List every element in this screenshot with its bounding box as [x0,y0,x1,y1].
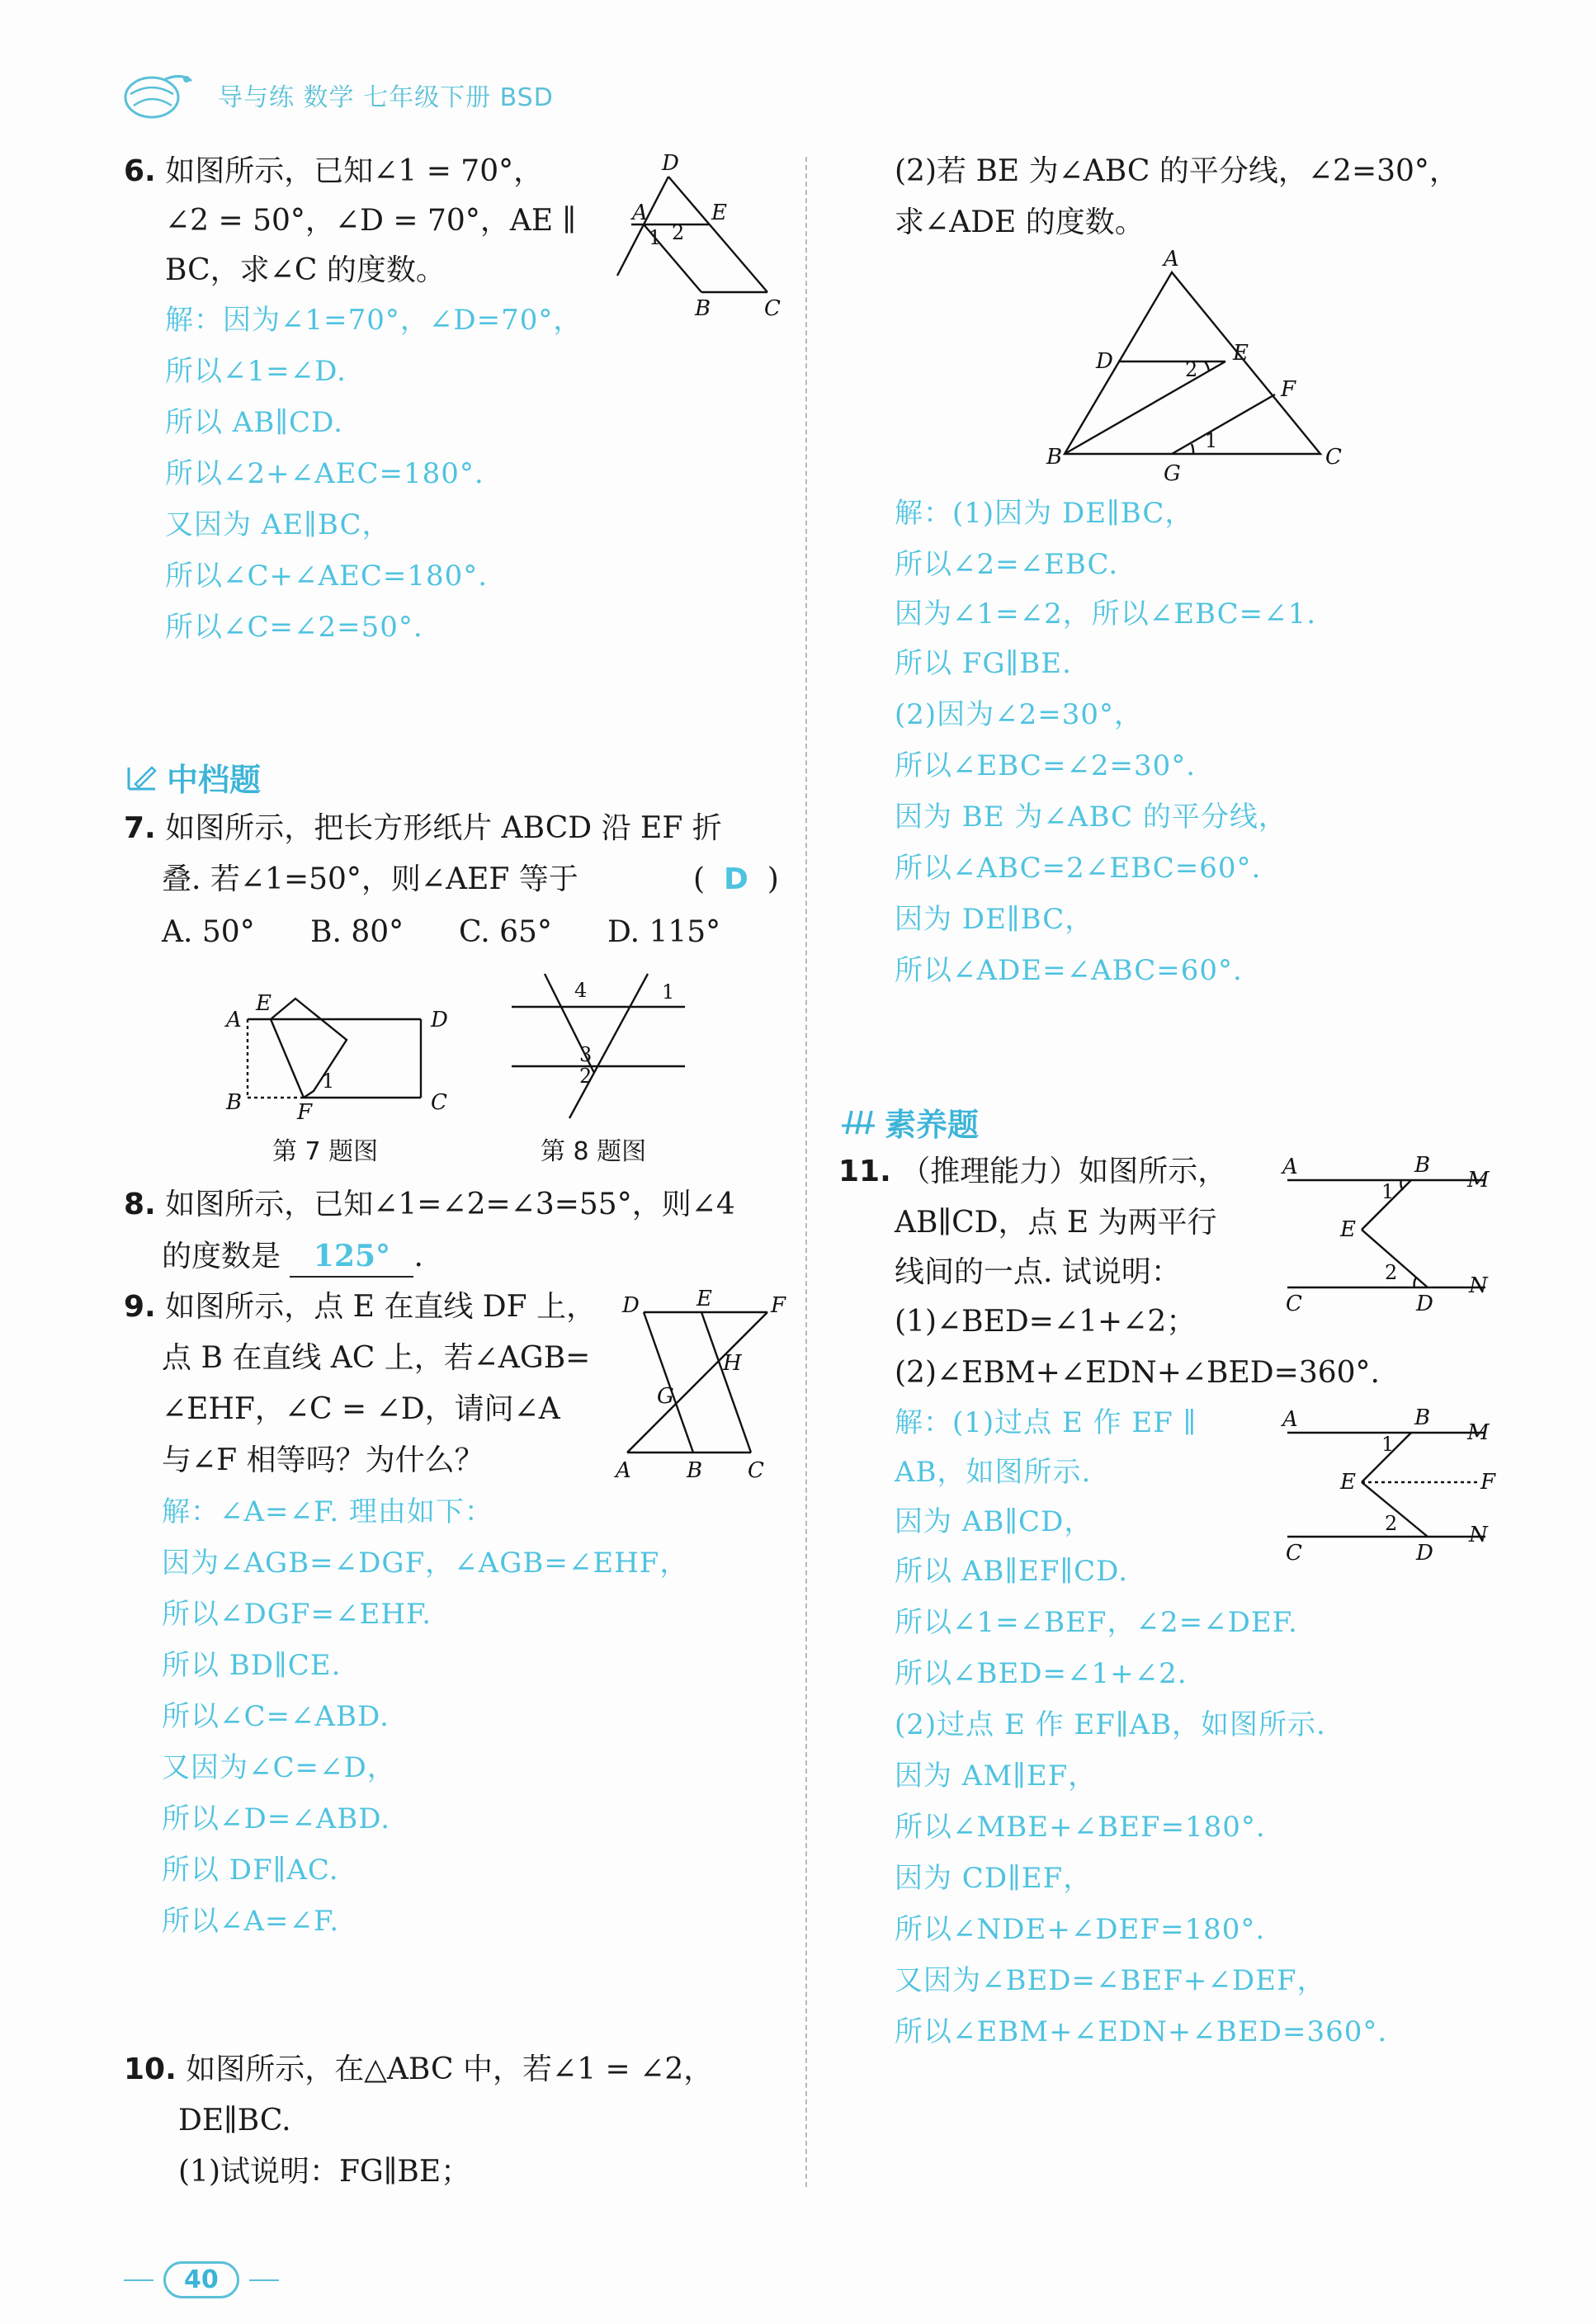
page-header [116,66,554,124]
q6-label-D: D [662,152,679,176]
q11-f2-label-D: D [1416,1541,1433,1566]
q10-answer-9: 因为 DE∥BC， [895,903,1094,936]
q8-label-3: 3 [579,1043,593,1066]
q9-label-B: B [687,1458,703,1483]
q10-line-GF [1172,394,1275,454]
q11-line-5: (2)∠EBM+∠EDN+∠BED=360°. [895,1356,1380,1390]
q10-answer-10: 所以∠ADE=∠ABC=60°. [895,954,1243,987]
q7-label-F: F [297,1100,313,1122]
q8-end: . [413,1240,423,1273]
q6-label-C: C [764,296,781,321]
q11-answer-4: 所以 AB∥EF∥CD. [895,1555,1129,1588]
q6-line-3: BC，求∠C 的度数。 [165,253,446,287]
q7-choice-bracket [693,860,779,900]
q11-f1-label-M: M [1467,1168,1490,1193]
q10-cont-line-1: (2)若 BE 为∠ABC 的平分线，∠2=30°， [895,154,1459,188]
q10-label-E: E [1233,341,1249,366]
q7-line-2: 叠. 若∠1=50°，则∠AEF 等于 [162,862,578,896]
q11-answer-11: 所以∠NDE+∠DEF=180°. [895,1913,1266,1946]
q10-label-G: G [1164,461,1181,486]
q9-line-3: ∠EHF，∠C = ∠D，请问∠A [162,1392,560,1426]
q8-line-2 [162,1236,423,1278]
q10-answer-3: 因为∠1=∠2，所以∠EBC=∠1. [895,598,1317,631]
q11-answer-6: 所以∠BED=∠1+∠2. [895,1657,1188,1690]
q11-answer-7: (2)过点 E 作 EF∥AB，如图所示. [895,1708,1326,1741]
q6-label-1: 1 [649,226,662,249]
q10-answer-2: 所以∠2=∠EBC. [895,548,1119,581]
q10-label-B: B [1046,445,1063,470]
q9-answer-2: 因为∠AGB=∠DGF，∠AGB=∠EHF， [162,1547,689,1580]
q11-figure-1 [1279,1147,1502,1329]
q10-answer-5: (2)因为∠2=30°， [895,698,1144,731]
q6-answer-2: 所以∠1=∠D. [165,355,347,388]
q11-answer-2: AB，如图所示. [895,1456,1092,1489]
q6-answer-3: 所以 AB∥CD. [165,406,343,439]
q11-answer-13: 所以∠EBM+∠EDN+∠BED=360°. [895,2015,1388,2048]
q9-line-EC [701,1312,751,1452]
q10-answer-6: 所以∠EBC=∠2=30°. [895,749,1197,782]
q10-label-2: 2 [1185,358,1198,381]
q9-line-4: 与∠F 相等吗？为什么？ [162,1443,484,1477]
q6-answer-1: 解：因为∠1=70°，∠D=70°， [165,304,583,337]
q6-label-2: 2 [672,221,685,244]
q7-option-d: D. 115° [607,915,721,949]
globe-logo-icon [116,69,195,120]
q9-text-1: 如图所示，点 E 在直线 DF 上， [165,1290,597,1324]
q8-caption: 第 8 题图 [541,1137,647,1166]
q11-answer-9: 所以∠MBE+∠BEF=180°. [895,1811,1266,1844]
q6-answer-7: 所以∠C=∠2=50°. [165,611,423,644]
q11-f2-label-A: A [1282,1407,1298,1432]
q9-line-2: 点 B 在直线 AC 上，若∠AGB= [162,1341,591,1375]
q9-answer-9: 所以∠A=∠F. [162,1905,340,1938]
q9-answer-7: 所以∠D=∠ABD. [162,1802,391,1835]
q10-line-3: (1)试说明：FG∥BE； [178,2155,471,2189]
q8-label-1: 1 [662,980,675,1004]
q10-text-1: 如图所示，在△ABC 中，若∠1 = ∠2， [186,2052,714,2086]
q6-answer-4: 所以∠2+∠AEC=180°. [165,457,484,490]
q11-answer-10: 因为 CD∥EF， [895,1862,1093,1895]
q10-label-A: A [1164,248,1179,272]
q6-label-E: E [711,201,727,225]
q11-f1-label-E: E [1340,1217,1356,1242]
q11-f1-label-D: D [1416,1292,1433,1316]
q11-f2-label-E: E [1340,1470,1356,1495]
column-divider [805,157,807,2187]
q9-answer-6: 又因为∠C=∠D， [162,1751,396,1784]
q10-number: 10. [124,2052,177,2086]
q11-f1-label-N: N [1469,1273,1488,1298]
section-mid [124,754,261,800]
q9-label-G: G [657,1384,674,1409]
q11-answer-3: 因为 AB∥CD， [895,1505,1093,1538]
q8-label-2: 2 [579,1065,593,1088]
q8-line-1 [124,1185,735,1225]
q6-line-2: ∠2 = 50°，∠D = 70°，AE ∥ [165,204,577,238]
q11-arc-2 [1414,1278,1416,1287]
q10-arc-1 [1192,444,1193,454]
q8-number: 8. [124,1188,156,1221]
q6-label-B: B [695,296,711,321]
q6-number: 6. [124,154,156,188]
q9-answer-1: 解：∠A=∠F. 理由如下： [162,1495,493,1528]
q7-number: 7. [124,811,156,845]
q11-f2-label-N: N [1469,1523,1488,1547]
q11-f1-label-B: B [1414,1153,1431,1178]
pencil-icon [124,761,160,794]
q9-line-DB [644,1312,693,1452]
q7-paren-close: ) [767,862,779,896]
q9-label-C: C [748,1458,764,1483]
q11-f1-label-1: 1 [1381,1180,1395,1203]
q11-answer-12: 又因为∠BED=∠BEF+∠DEF， [895,1964,1326,1997]
q10-label-1: 1 [1205,429,1218,452]
page-number-value: 40 [163,2261,239,2298]
q8-text-1: 如图所示，已知∠1=∠2=∠3=55°，则∠4 [165,1188,735,1221]
q10-label-C: C [1325,445,1342,470]
q11-line-2: AB∥CD，点 E 为两平行 [895,1206,1217,1240]
q9-answer-3: 所以∠DGF=∠EHF. [162,1598,432,1631]
q7-fold-EF [271,1019,304,1098]
q11-arc-1 [1400,1180,1403,1190]
q11-f1-label-A: A [1282,1155,1298,1179]
q6-line-1 [124,152,543,191]
q11-f2-label-1: 1 [1381,1433,1395,1456]
q11-line-1 [838,1152,1227,1192]
q10-answer-8: 所以∠ABC=2∠EBC=60°. [895,852,1262,885]
q9-label-F: F [771,1293,786,1318]
q10-figure [1040,248,1353,487]
section-core [838,1099,979,1145]
q11-f2-label-2: 2 [1385,1512,1398,1535]
q11-number: 11. [838,1155,891,1188]
q6-answer-6: 所以∠C+∠AEC=180°. [165,560,489,593]
q7-text-1: 如图所示，把长方形纸片 ABCD 沿 EF 折 [165,811,722,845]
q8-text-2: 的度数是 [162,1240,281,1273]
q9-answer-8: 所以 DF∥AC. [162,1854,339,1887]
q11-answer-8: 因为 AM∥EF， [895,1760,1098,1793]
q10-line-2: DE∥BC. [178,2104,291,2137]
q11-f2-label-C: C [1286,1541,1302,1566]
q10-label-F: F [1281,377,1296,402]
q10-arc-2 [1205,361,1209,371]
q7-answer: D [723,862,748,896]
q6-figure [602,152,784,325]
q9-answer-5: 所以∠C=∠ABD. [162,1700,390,1733]
q7-paren-open: ( [693,862,706,896]
q9-answer-4: 所以 BD∥CE. [162,1649,342,1682]
q9-number: 9. [124,1290,156,1324]
q7-label-A: A [226,1008,242,1032]
section-mid-title: 中档题 [167,762,262,798]
book-title: 导与练 数学 七年级下册 BSD [218,83,554,112]
q6-text-1: 如图所示，已知∠1 = 70°， [165,154,544,188]
q10-cont-line-2: 求∠ADE 的度数。 [895,205,1145,239]
q6-label-A: A [632,201,648,225]
q7-caption: 第 7 题图 [272,1137,379,1166]
q11-text-1: （推理能力）如图所示， [900,1155,1228,1188]
q6-answer-5: 又因为 AE∥BC， [165,508,391,541]
q11-answer-5: 所以∠1=∠BEF，∠2=∠DEF. [895,1606,1298,1639]
q7-figure [215,974,462,1122]
q7-label-C: C [431,1090,447,1115]
q10-answer-4: 所以 FG∥BE. [895,647,1072,680]
q11-f2-label-F: F [1480,1470,1496,1495]
q11-line-4: (1)∠BED=∠1+∠2； [895,1305,1197,1339]
page-number-dash-left [124,2279,153,2281]
q10-answer-7: 因为 BE 为∠ABC 的平分线， [895,801,1287,834]
q10-label-D: D [1096,349,1113,374]
page-number-dash-right [249,2279,279,2281]
q9-label-A: A [616,1458,631,1483]
q7-option-b: B. 80° [310,915,404,949]
q11-answer-1: 解：(1)过点 E 作 EF ∥ [895,1406,1197,1439]
q9-line-1 [124,1287,596,1327]
hash-marks-icon [838,1106,878,1139]
q11-f2-label-M: M [1467,1420,1490,1445]
q9-label-H: H [723,1351,742,1376]
q11-f1-label-C: C [1286,1292,1302,1316]
q7-label-D: D [431,1008,448,1032]
q9-figure [611,1287,792,1486]
q10-answer-1: 解：(1)因为 DE∥BC， [895,497,1194,530]
q10-line-1 [124,2050,713,2090]
q11-f1-label-2: 2 [1385,1261,1398,1284]
q9-label-E: E [696,1287,712,1311]
q11-line-3: 线间的一点. 试说明： [895,1255,1181,1289]
q7-label-1: 1 [322,1070,335,1093]
q7-option-a: A. 50° [162,915,255,949]
page-number [124,2261,279,2298]
q11-figure-2 [1279,1400,1502,1573]
q9-line-AF [627,1312,767,1452]
q11-f2-label-B: B [1414,1405,1431,1430]
q8-figure [503,966,693,1122]
q10-line-BE [1065,361,1225,454]
q9-label-D: D [622,1293,640,1318]
section-core-title: 素养题 [885,1107,980,1143]
q7-label-B: B [226,1090,243,1115]
q7-label-E: E [256,991,272,1016]
q8-answer-blank: 125° [290,1236,413,1278]
q8-label-4: 4 [574,979,588,1002]
q7-line-1 [124,809,722,848]
q7-option-c: C. 65° [459,915,552,949]
